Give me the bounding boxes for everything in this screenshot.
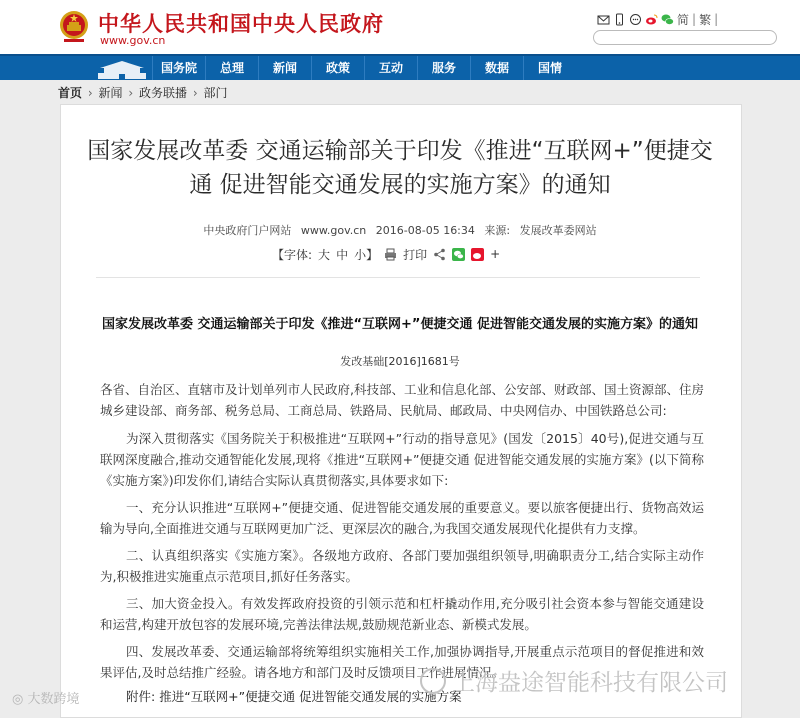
attachment-label: 附件: xyxy=(126,689,156,704)
top-toolbar xyxy=(597,11,718,27)
nav-items xyxy=(152,56,576,80)
article-tools xyxy=(272,245,500,263)
watermark-logo-icon xyxy=(420,668,446,694)
chat-icon[interactable] xyxy=(629,13,642,26)
site-title[interactable]: 中华人民共和国中央人民政府 xyxy=(98,12,384,36)
nav-item-services[interactable]: 服务 xyxy=(417,56,470,80)
lang-separator: | xyxy=(714,12,719,26)
weibo-share-icon[interactable] xyxy=(471,248,484,261)
publish-datetime: 2016-08-05 16:34 xyxy=(375,224,475,237)
article-title: 国家发展改革委 交通运输部关于印发《推进“互联网+”便捷交通 促进智能交通发展的实施方案》的通知 xyxy=(87,138,713,198)
watermark-left-text: 大数跨境 xyxy=(27,692,80,707)
attachment-link[interactable]: 推进“互联网+”便捷交通 促进智能交通发展的实施方案 xyxy=(159,689,462,704)
breadcrumb-arrow-icon: › xyxy=(87,86,93,100)
nav-item-interaction[interactable]: 互动 xyxy=(364,56,417,80)
weibo-icon[interactable] xyxy=(645,13,658,26)
document-addressee: 各省、自治区、直辖市及计划单列市人民政府,科技部、工业和信息化部、公安部、财政部、国土资源部、住房城乡建设部、商务部、税务总局、工商总局、铁路局、民航局、邮政局、中央网信办、中国铁路总公司: xyxy=(100,382,704,418)
breadcrumb-govt-links[interactable]: 政务联播 xyxy=(138,86,187,100)
breadcrumb-arrow-icon: › xyxy=(128,86,134,100)
source-site: 中央政府门户网站 xyxy=(203,224,292,237)
lang-traditional[interactable]: 繁 xyxy=(699,12,712,27)
wechat-icon[interactable] xyxy=(661,13,674,26)
article-meta xyxy=(80,222,720,238)
wechat-share-icon[interactable] xyxy=(452,248,465,261)
source-name: 发展改革委网站 xyxy=(519,224,597,237)
breadcrumb-arrow-icon: › xyxy=(192,86,198,100)
printer-icon[interactable] xyxy=(384,248,397,261)
national-emblem-icon[interactable] xyxy=(58,8,90,44)
document-paragraph: 四、发展改革委、交通运输部将统筹组织实施相关工作,加强协调指导,开展重点示范项目的督促推进和效果评估,及时总结推广经验。请各地方和部门及时反馈项目工作进展情况。 xyxy=(100,644,704,680)
document-paragraph: 一、充分认识推进“互联网+”便捷交通、促进智能交通发展的重要意义。要以旅客便捷出行、货物高效运输为导向,全面推进交通与互联网更加广泛、更深层次的融合,为我国交通发展现代化提供有力支撑。 xyxy=(100,500,704,536)
nav-item-data[interactable]: 数据 xyxy=(470,56,523,80)
source-label: 来源: xyxy=(484,224,511,237)
watermark-right-text: 上海盎途智能科技有限公司 xyxy=(452,670,728,696)
source-url: www.gov.cn xyxy=(300,224,367,237)
main-nav xyxy=(0,54,800,80)
watermark-left xyxy=(12,688,80,707)
phone-icon[interactable] xyxy=(613,13,626,26)
font-medium-button[interactable]: 中 xyxy=(336,247,349,262)
breadcrumb-home[interactable]: 首页 xyxy=(58,86,83,100)
nav-item-state-council[interactable]: 国务院 xyxy=(152,56,205,80)
share-icon[interactable] xyxy=(433,248,446,261)
document-title: 国家发展改革委 交通运输部关于印发《推进“互联网+”便捷交通 促进智能交通发展的实施方案》的通知 xyxy=(101,317,699,332)
lang-simplified[interactable]: 简 xyxy=(677,12,690,27)
breadcrumb-news[interactable]: 新闻 xyxy=(98,86,123,100)
document-paragraph: 为深入贯彻落实《国务院关于积极推进“互联网+”行动的指导意见》(国发〔2015〕40号),促进交通与互联网深度融合,推动交通智能化发展,现将《推进“互联网+”便捷交通 促进智能交通发展的实施方案》(以下简称《实施方案》)印发你们,请结合实际认真贯彻落实,具体要求如下: xyxy=(100,431,704,488)
document-number: 发改基础[2016]1681号 xyxy=(340,355,460,368)
breadcrumb-departments[interactable]: 部门 xyxy=(203,86,228,100)
nav-item-news[interactable]: 新闻 xyxy=(258,56,311,80)
nav-item-national-info[interactable]: 国情 xyxy=(523,56,576,80)
search-input[interactable] xyxy=(593,30,777,45)
tiananmen-home-icon[interactable] xyxy=(92,58,152,80)
font-size-label: 【字体: xyxy=(272,247,313,262)
more-share-button[interactable]: + xyxy=(490,247,501,261)
nav-item-policy[interactable]: 政策 xyxy=(311,56,364,80)
breadcrumb xyxy=(58,84,227,101)
watermark-logo-icon: ◎ xyxy=(12,692,28,707)
font-large-button[interactable]: 大 xyxy=(318,247,331,262)
print-button[interactable]: 打印 xyxy=(403,247,428,262)
font-small-button[interactable]: 小】 xyxy=(354,247,379,262)
site-domain: www.gov.cn xyxy=(100,34,166,47)
content-divider xyxy=(96,277,700,278)
watermark-right xyxy=(420,664,728,697)
site-header xyxy=(0,0,800,54)
document-paragraph: 二、认真组织落实《实施方案》。各级地方政府、各部门要加强组织领导,明确职责分工,结合实际主动作为,积极推进实施重点示范项目,抓好任务落实。 xyxy=(100,548,704,584)
mail-icon[interactable] xyxy=(597,13,610,26)
attachment-line xyxy=(126,687,462,705)
document-paragraph: 三、加大资金投入。有效发挥政府投资的引领示范和杠杆撬动作用,充分吸引社会资本参与智能交通建设和运营,构建开放包容的发展环境,完善法律法规,鼓励规范新业态、新模式发展。 xyxy=(100,596,704,632)
lang-separator: | xyxy=(692,12,697,26)
nav-item-premier[interactable]: 总理 xyxy=(205,56,258,80)
